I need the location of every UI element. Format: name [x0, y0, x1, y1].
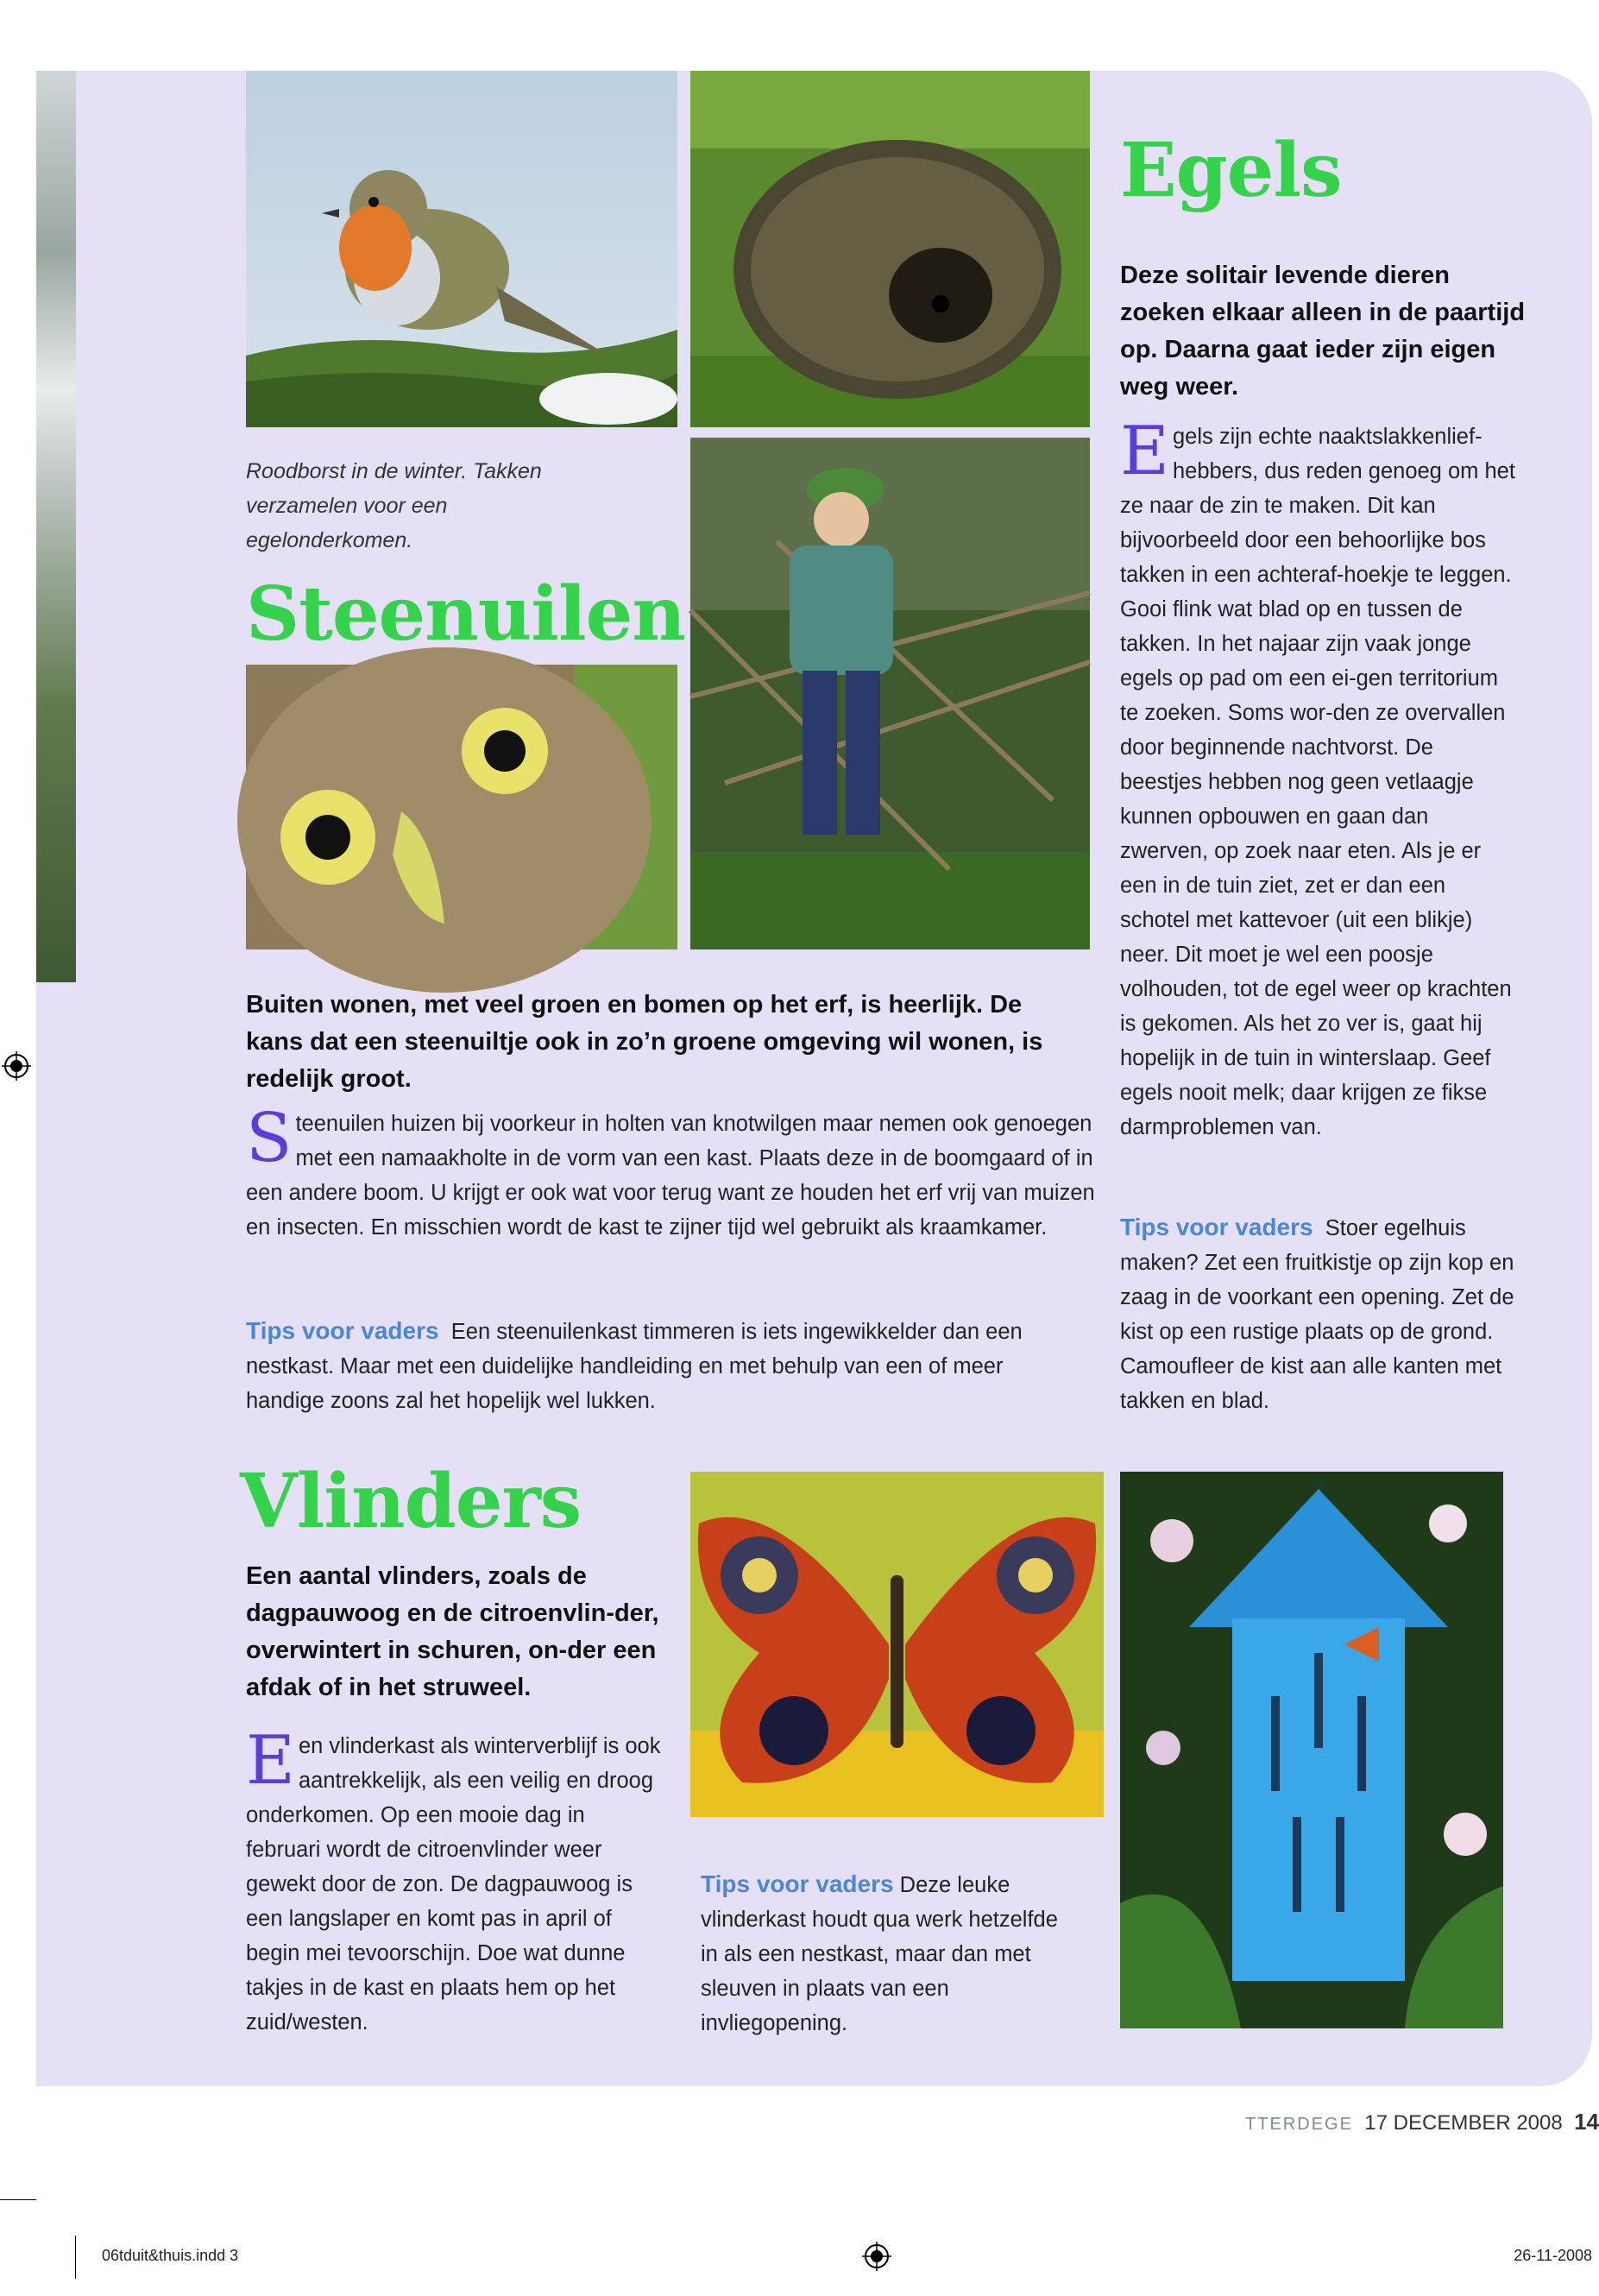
child-with-branches-photo — [690, 438, 1090, 949]
egels-tips-label: Tips voor vaders — [1120, 1214, 1313, 1240]
previous-page-photo-strip — [36, 71, 76, 982]
steenuilen-tips-text: Een steenuilenkast timmeren is iets ingewikkelder dan een nestkast. Maar met een duidelijke handleiding en met behulp van een of meer handige zoons zal het hopelijk wel lukken. — [246, 1320, 1023, 1413]
steenuilen-body — [246, 1100, 1096, 1245]
steenuilen-tips — [246, 1314, 1074, 1418]
egels-title: Egels — [1120, 127, 1342, 214]
footer-brand: TTERDEGE — [1245, 2115, 1353, 2134]
egels-body — [1120, 413, 1517, 1145]
vlinders-lead: Een aantal vlinders, zoals de dagpauwoog en de citroenvlin-der, overwintert in schuren, on-der een afdak of in het struweel. — [246, 1562, 659, 1701]
hedgehog-photo — [690, 71, 1090, 427]
steenuilen-lead: Buiten wonen, met veel groen en bomen op het erf, is heerlijk. De kans dat een steenuiltje ook in zo’n groene omgeving wil wonen, is redelijk groot. — [246, 991, 1043, 1093]
crop-mark — [0, 2199, 36, 2200]
steenuilen-title: Steenuilen — [246, 571, 685, 658]
peacock-butterfly-photo — [690, 1472, 1104, 1817]
butterfly-house-photo — [1120, 1472, 1503, 2028]
footer-page-number: 14 — [1574, 2109, 1599, 2135]
vlinders-body-text: en vlinderkast als winterverblijf is ook aantrekkelijk, als een veilig en droog onderkomen. Op een mooie dag in februari wordt de citroenvlinder weer gewekt door de zon. De dagpauwoog is een langslaper en komt pas in april of begin mei tevoorschijn. Doe wat dunne takjes in de kast en plaats hem op het zuid/westen. — [246, 1734, 661, 2034]
steenuilen-tips-label: Tips voor vaders — [246, 1317, 439, 1344]
egels-body-text: gels zijn echte naaktslakkenlief-hebbers, dus reden genoeg om het ze naar de zin te maken. Dit kan bijvoorbeeld door een behoorlijke bos takken in een achteraf-hoekje te leggen. Gooi flink wat blad op en tussen de takken. In het najaar zijn vaak jonge egels op pad om een ei-gen territorium te zoeken. Soms wor-den ze overvallen door beginnende nachtvorst. De beestjes hebben nog geen vetlaagje kunnen opbouwen en gaan dan zwerven, op zoek naar eten. Als je er een in de tuin ziet, zet er dan een schotel met kattevoer (uit een blikje) neer. Dit moet je wel een poosje volhouden, tot de egel weer op krachten is gekomen. Als het zo ver is, gaat hij hopelijk in de tuin in winterslaap. Geef egels nooit melk; daar krijgen ze fikse darmproblemen van. — [1120, 425, 1515, 1139]
steenuilen-drop-cap: S — [246, 1100, 293, 1177]
slug-date: 26-11-2008 — [1514, 2247, 1592, 2264]
footer-date: 17 DECEMBER 2008 — [1364, 2111, 1563, 2135]
registration-mark-icon — [862, 2242, 891, 2271]
vlinders-tips — [701, 1867, 1080, 2041]
robin-caption: Roodborst in de winter. Takken verzamelen voor een egelonderkomen. — [246, 459, 542, 552]
vlinders-tips-label: Tips voor vaders — [701, 1870, 894, 1897]
vlinders-drop-cap: E — [246, 1722, 295, 1800]
egels-drop-cap: E — [1120, 413, 1169, 490]
vlinders-tips-text: Deze leuke vlinderkast houdt qua werk hetzelfde in als een nestkast, maar dan met sleuven in plaats van een invliegopening. — [701, 1873, 1058, 2035]
slug-filename: 06tduit&thuis.indd 3 — [102, 2247, 239, 2264]
steenuilen-body-text: teenuilen huizen bij voorkeur in holten van knotwilgen maar nemen ook genoegen met een namaakholte in de vorm van een kast. Plaats deze in de boomgaard of in een andere boom. U krijgt er ook wat voor terug want ze houden het erf vrij van muizen en insecten. En misschien wordt de kast te zijner tijd wel gebruikt als kraamkamer. — [246, 1112, 1095, 1239]
robin-photo — [246, 71, 677, 427]
vlinders-body — [246, 1722, 664, 2040]
registration-mark-icon — [2, 1051, 31, 1081]
crop-mark — [75, 2236, 76, 2279]
egels-tips-text: Stoer egelhuis maken? Zet een fruitkistje op zijn kop en zaag in de voorkant een opening. Zet de kist op een rustige plaats op de grond. Camoufleer de kist aan alle kanten met takken en blad. — [1120, 1216, 1514, 1413]
egels-lead: Deze solitair levende dieren zoeken elkaar alleen in de paartijd op. Daarna gaat ieder zijn eigen weg weer. — [1120, 262, 1526, 401]
page-footer — [1245, 2109, 1599, 2135]
egels-tips — [1120, 1210, 1517, 1418]
owl-photo — [246, 665, 677, 949]
vlinders-title: Vlinders — [240, 1458, 582, 1545]
